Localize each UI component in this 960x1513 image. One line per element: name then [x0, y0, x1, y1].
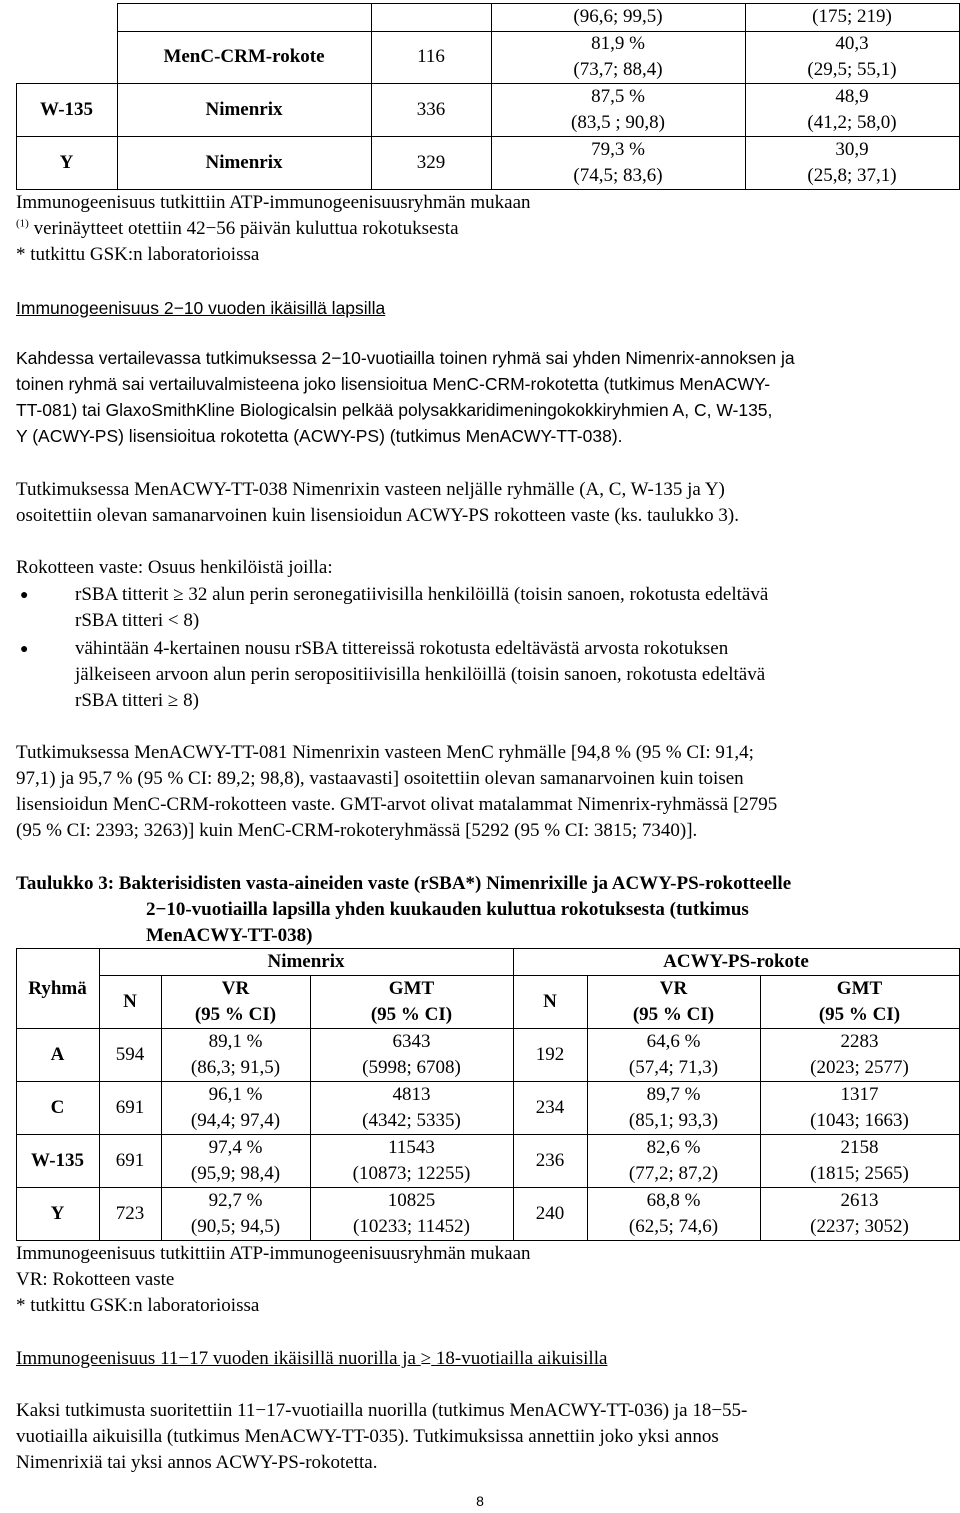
cell-group: A — [50, 1044, 65, 1065]
cell-vr-ci: (96,6; 99,5) — [573, 6, 663, 27]
greater-equal-icon: ≥ — [167, 690, 179, 711]
cell-vr2-ci: (85,1; 93,3) — [628, 1110, 719, 1131]
header-vr: VR — [221, 978, 250, 999]
paragraph-line: TT-081) tai GlaxoSmithKline Biologicalsin pelkää polysakkaridimeningokokkiryhmien A, C, W-135, — [16, 400, 773, 420]
paragraph-line: Kahdessa vertailevassa tutkimuksessa 2−10-vuotiailla toinen ryhmä sai yhden Nimenrix-annoksen ja — [16, 348, 795, 368]
cell-vr-ci: (74,5; 83,6) — [573, 165, 663, 186]
cell-group: W-135 — [39, 99, 94, 120]
cell-gmt1: 10825 — [387, 1190, 436, 1211]
cell-n1: 723 — [115, 1203, 145, 1224]
cell-gmt1-ci: (10873; 12255) — [352, 1163, 471, 1184]
header-gmt-ci: (95 % CI) — [370, 1004, 453, 1025]
footnote-marker: (1) — [16, 217, 29, 230]
header-vr-ci: (95 % CI) — [194, 1004, 277, 1025]
cell-gmt1-ci: (5998; 6708) — [362, 1057, 461, 1078]
bullet-text: rSBA titteri < 8) — [75, 610, 200, 631]
cell-vaccine: Nimenrix — [205, 152, 283, 173]
footnote: * tutkittu GSK:n laboratorioissa — [16, 244, 260, 265]
footnote-text: verinäytteet otettiin 42−56 päivän kuluttua rokotuksesta — [33, 218, 459, 239]
cell-vr1-ci: (95,9; 98,4) — [190, 1163, 281, 1184]
cell-n2: 236 — [535, 1150, 565, 1171]
cell-gmt2-ci: (1043; 1663) — [810, 1110, 909, 1131]
header-acwy: ACWY-PS-rokote — [663, 951, 809, 972]
header-gmt: GMT — [388, 978, 435, 999]
header-nimenrix: Nimenrix — [267, 951, 345, 972]
page-number: 8 — [476, 1493, 484, 1509]
paragraph-line: Nimenrixiä tai yksi annos ACWY-PS-rokotetta. — [16, 1452, 378, 1473]
cell-vr2-ci: (62,5; 74,6) — [628, 1216, 719, 1237]
greater-equal-icon: ≥ — [420, 1348, 432, 1369]
paragraph: Rokotteen vaste: Osuus henkilöistä joilla: — [16, 557, 333, 578]
section-heading: Immunogeenisuus 2−10 vuoden ikäisillä lapsilla — [16, 298, 386, 318]
greater-equal-icon: ≥ — [173, 584, 184, 605]
cell-group: W-135 — [30, 1150, 85, 1171]
paragraph-line: 97,1) ja 95,7 % (95 % CI: 89,2; 98,8), vastaavasti] osoitettiin olevan samanarvoinen kuin toisen — [16, 768, 744, 789]
paragraph-line: vuotiailla aikuisilla (tutkimus MenACWY-TT-035). Tutkimuksissa annettiin joko yksi annos — [16, 1426, 719, 1447]
cell-vr1-ci: (86,3; 91,5) — [190, 1057, 281, 1078]
cell-gmt1: 11543 — [388, 1137, 435, 1158]
cell-n: 116 — [417, 46, 445, 67]
cell-vr1: 96,1 % — [208, 1084, 263, 1105]
cell-group: C — [50, 1097, 65, 1118]
cell-gmt: 40,3 — [835, 33, 869, 54]
cell-vr: 81,9 % — [591, 33, 645, 54]
cell-gmt: 48,9 — [835, 86, 869, 107]
cell-vr-ci: (83,5 ; 90,8) — [571, 112, 665, 133]
cell-vr2: 68,8 % — [646, 1190, 701, 1211]
bullet-text: jälkeiseen arvoon alun perin seropositiivisilla henkilöillä (toisin sanoen, rokotusta edeltävä — [75, 664, 766, 685]
table-caption: MenACWY-TT-038) — [146, 925, 313, 946]
cell-gmt: 30,9 — [835, 139, 869, 160]
paragraph-line: Kaksi tutkimusta suoritettiin 11−17-vuotiailla nuorilla (tutkimus MenACWY-TT-036) ja 18−55- — [16, 1400, 748, 1421]
header-vr: VR — [659, 978, 688, 999]
header-group: Ryhmä — [28, 978, 87, 999]
bullet-icon: ● — [20, 642, 29, 657]
bullet-text: rSBA titterit ≥ 32 alun perin seronegatiivisilla henkilöillä (toisin sanoen, rokotusta edeltävä — [75, 582, 768, 608]
cell-vaccine: MenC-CRM-rokote — [163, 46, 325, 67]
cell-vr-ci: (73,7; 88,4) — [573, 59, 663, 80]
paragraph-line: lisensioidun MenC-CRM-rokotteen vaste. GMT-arvot olivat matalammat Nimenrix-ryhmässä [2795 — [16, 794, 778, 815]
cell-vr2: 64,6 % — [646, 1031, 701, 1052]
cell-n2: 192 — [535, 1044, 565, 1065]
cell-n: 329 — [416, 152, 446, 173]
cell-gmt2-ci: (2023; 2577) — [810, 1057, 909, 1078]
paragraph-line: osoitettiin olevan samanarvoinen kuin lisensioidun ACWY-PS rokotteen vaste (ks. taulukko 3). — [16, 505, 739, 526]
cell-group: Y — [59, 152, 74, 173]
paragraph-line: Y (ACWY-PS) lisensioitua rokotetta (ACWY-PS) (tutkimus MenACWY-TT-038). — [16, 426, 623, 446]
header-n: N — [543, 991, 557, 1012]
cell-gmt2: 2613 — [840, 1190, 879, 1211]
cell-n1: 691 — [115, 1150, 145, 1171]
cell-vr2-ci: (77,2; 87,2) — [628, 1163, 719, 1184]
cell-vr2: 82,6 % — [646, 1137, 701, 1158]
cell-vr1-ci: (90,5; 94,5) — [190, 1216, 281, 1237]
paragraph-line: Tutkimuksessa MenACWY-TT-038 Nimenrixin vasteen neljälle ryhmälle (A, C, W-135 ja Y) — [16, 479, 725, 500]
bullet-icon: ● — [20, 588, 29, 603]
footnote: Immunogeenisuus tutkittiin ATP-immunogeenisuusryhmän mukaan — [16, 192, 531, 213]
bullet-text: rSBA titteri ≥ 8) — [75, 688, 199, 714]
cell-gmt1-ci: (4342; 5335) — [362, 1110, 461, 1131]
cell-n: 336 — [416, 99, 446, 120]
cell-vaccine: Nimenrix — [205, 99, 283, 120]
cell-gmt1-ci: (10233; 11452) — [353, 1216, 470, 1237]
cell-gmt2-ci: (2237; 3052) — [810, 1216, 909, 1237]
cell-vr: 79,3 % — [591, 139, 645, 160]
cell-gmt2: 1317 — [840, 1084, 879, 1105]
bullet-text: vähintään 4-kertainen nousu rSBA tittereissä rokotusta edeltävästä arvosta rokotuksen — [75, 638, 729, 659]
header-gmt-ci: (95 % CI) — [818, 1004, 901, 1025]
cell-gmt2-ci: (1815; 2565) — [810, 1163, 909, 1184]
cell-n1: 594 — [115, 1044, 145, 1065]
cell-gmt2: 2158 — [840, 1137, 879, 1158]
cell-vr: 87,5 % — [591, 86, 645, 107]
cell-vr2-ci: (57,4; 71,3) — [628, 1057, 719, 1078]
paragraph-line: (95 % CI: 2393; 3263)] kuin MenC-CRM-rokoteryhmässä [5292 (95 % CI: 3815; 7340)]. — [16, 820, 698, 841]
cell-vr2: 89,7 % — [646, 1084, 701, 1105]
cell-gmt-ci: (41,2; 58,0) — [807, 112, 897, 133]
cell-gmt2: 2283 — [840, 1031, 879, 1052]
footnote: Immunogeenisuus tutkittiin ATP-immunogeenisuusryhmän mukaan — [16, 1243, 531, 1264]
cell-gmt1: 6343 — [392, 1031, 431, 1052]
header-gmt: GMT — [836, 978, 883, 999]
cell-n2: 240 — [535, 1203, 565, 1224]
cell-group: Y — [50, 1203, 65, 1224]
paragraph — [16, 477, 946, 529]
paragraph — [16, 740, 946, 844]
cell-gmt1: 4813 — [392, 1084, 431, 1105]
cell-vr1: 89,1 % — [208, 1031, 263, 1052]
cell-n1: 691 — [115, 1097, 145, 1118]
header-n: N — [123, 991, 137, 1012]
table-caption: Taulukko 3: Bakterisidisten vasta-aineiden vaste (rSBA*) Nimenrixille ja ACWY-PS-rokotteelle — [16, 873, 792, 894]
paragraph — [16, 345, 946, 449]
cell-gmt-ci: (29,5; 55,1) — [807, 59, 897, 80]
footnote: VR: Rokotteen vaste — [16, 1269, 175, 1290]
cell-vr1: 97,4 % — [208, 1137, 263, 1158]
footnote: * tutkittu GSK:n laboratorioissa — [16, 1295, 260, 1316]
paragraph — [16, 1398, 946, 1476]
cell-vr1-ci: (94,4; 97,4) — [190, 1110, 281, 1131]
table-caption: 2−10-vuotiailla lapsilla yhden kuukauden kuluttua rokotuksesta (tutkimus — [146, 899, 749, 920]
paragraph-line: Tutkimuksessa MenACWY-TT-081 Nimenrixin vasteen MenC ryhmälle [94,8 % (95 % CI: 91,4; — [16, 742, 754, 763]
cell-n2: 234 — [535, 1097, 565, 1118]
section-heading: Immunogeenisuus 11−17 vuoden ikäisillä nuorilla ja ≥ 18-vuotiailla aikuisilla — [16, 1346, 607, 1372]
paragraph-line: toinen ryhmä sai vertailuvalmisteena joko lisensioitua MenC-CRM-rokotetta (tutkimus MenACWY- — [16, 374, 771, 394]
header-vr-ci: (95 % CI) — [632, 1004, 715, 1025]
cell-gmt-ci: (175; 219) — [812, 6, 892, 27]
cell-vr1: 92,7 % — [208, 1190, 263, 1211]
cell-gmt-ci: (25,8; 37,1) — [807, 165, 897, 186]
footnote — [16, 216, 459, 242]
